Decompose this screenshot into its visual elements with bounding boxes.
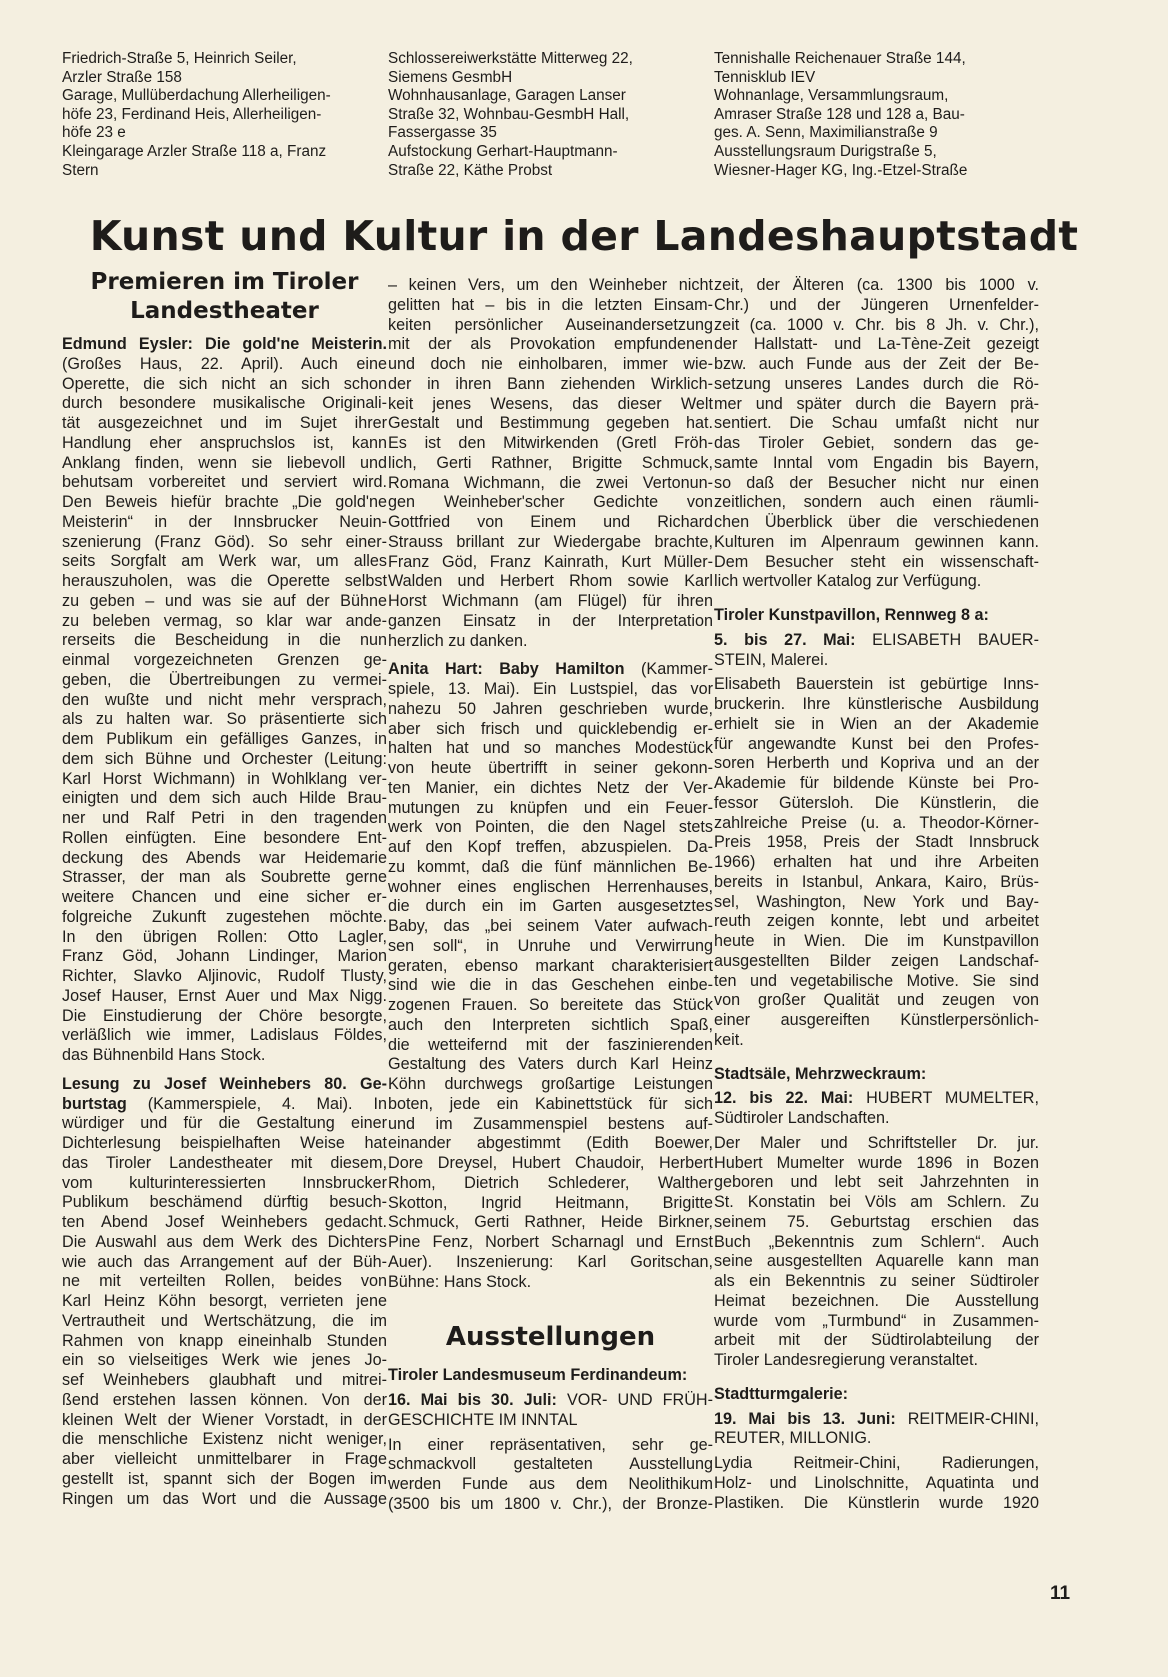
line-text: REITMEIR-CHINI, xyxy=(895,1409,1039,1428)
paragraph xyxy=(714,1134,1039,1371)
text-line: Südtiroler Landschaften. xyxy=(714,1109,890,1127)
paragraph xyxy=(714,631,1039,671)
section-heading xyxy=(388,1322,713,1352)
text-line: auf den Kopf treffen, abzuspielen. Da- xyxy=(388,838,713,856)
paragraph xyxy=(388,660,713,1292)
text-line: wohner eines englischen Herrenhauses, xyxy=(388,877,713,896)
text-line: Es ist den Mitwirkenden (Gretl Fröh- xyxy=(388,434,713,452)
line-text: VOR- UND FRÜH- xyxy=(556,1391,713,1409)
text-line: auch den Interpreten sichtlich Spaß, xyxy=(388,1015,713,1034)
text-line: St. Konstatin bei Völs am Schlern. Zu xyxy=(714,1193,1039,1211)
text-line xyxy=(714,1385,1039,1405)
text-line: wurde vom „Turmbund“ in Zusammen- xyxy=(714,1311,1039,1330)
text-line: einer ausgereiften Künstlerpersönlich- xyxy=(714,1011,1039,1029)
text-line: seits Sorgfalt am Werk war, um alles xyxy=(62,552,387,571)
listing-line: Tennishalle Reichenauer Straße 144, xyxy=(714,50,966,67)
text-line: Dore Dreysel, Hubert Chaudoir, Herbert xyxy=(388,1154,713,1172)
text-line: von heute übertrifft in seiner gekonn- xyxy=(388,759,713,777)
text-line: Romana Wichmann, die zwei Vertonun- xyxy=(388,473,713,492)
paragraph xyxy=(388,1391,713,1431)
text-line: (3500 bis um 1800 v. Chr.), der Bronze- xyxy=(388,1494,713,1513)
paragraph xyxy=(714,1065,1039,1085)
text-line: GESCHICHTE IM INNTAL xyxy=(388,1410,578,1429)
listing-line: Aufstockung Gerhart-Hauptmann- xyxy=(388,142,618,160)
bold-lead-in: Tiroler Landesmuseum Ferdinandeum: xyxy=(388,1366,688,1385)
listing-line: Wohnhausanlage, Garagen Lanser xyxy=(388,87,626,105)
text-line: Premieren im Tiroler xyxy=(90,269,359,295)
text-line: zahlreiche Preise (u. a. Theodor-Körner- xyxy=(714,813,1039,832)
text-line: Die Einstudierung der Chöre besorgte, xyxy=(62,1006,387,1025)
bold-lead-in: 19. Mai bis 13. Juni: xyxy=(714,1409,896,1428)
text-line xyxy=(714,1410,1039,1430)
text-line: einander abgestimmt (Edith Boewer, xyxy=(388,1134,713,1153)
text-line: setzung unseres Landes durch die Rö- xyxy=(714,374,1039,393)
text-line: lich wertvoller Katalog zur Verfügung. xyxy=(714,572,982,591)
text-line: zu beleben vermag, so klar war ande- xyxy=(62,611,387,630)
paragraph xyxy=(714,1410,1039,1450)
text-line: der in ihren Bann ziehenden Wirklich- xyxy=(388,374,713,393)
text-line: In den übrigen Rollen: Otto Lagler, xyxy=(62,927,387,946)
listing-line: Schlossereiwerkstätte Mitterweg 22, xyxy=(388,50,633,67)
text-line: Hubert Mumelter wurde 1896 in Bozen xyxy=(714,1153,1039,1172)
text-line: Publikum beschämend dürftig besuch- xyxy=(62,1193,387,1212)
text-line: werden Funde aus dem Neolithikum xyxy=(388,1475,713,1493)
text-line: ausgestellten Bilder zeigen Landschaf- xyxy=(714,951,1039,970)
text-line: dem Publikum ein gefälliges Ganzes, in xyxy=(62,730,387,748)
text-line: Chr.) und der Jüngeren Urnenfelder- xyxy=(714,295,1039,314)
text-line: Rollen einfügten. Eine besondere Ent- xyxy=(62,828,387,847)
listing-line: Amraser Straße 128 und 128 a, Bau- xyxy=(714,105,965,123)
text-line: zeitlichen, sondern auch einen räumli- xyxy=(714,493,1039,512)
text-line: Akademie für bildende Künste bei Pro- xyxy=(714,774,1039,792)
text-line: Heimat bezeichnen. Die Ausstellung xyxy=(714,1291,1039,1310)
text-line: szenierung (Franz Göd). So sehr einer- xyxy=(62,532,387,551)
listing-column-3 xyxy=(714,50,1034,180)
text-line: weitere Chancen und eine sicher er- xyxy=(62,888,387,906)
text-line xyxy=(714,606,1039,626)
text-line: Dem Besucher steht ein wissenschaft- xyxy=(714,552,1039,571)
bold-lead-in: 5. bis 27. Mai: xyxy=(714,630,856,649)
text-line: für angewandte Kunst bei den Profes- xyxy=(714,734,1039,753)
text-line: Strasser, der man als Soubrette gerne xyxy=(62,868,387,887)
paragraph xyxy=(714,675,1039,1050)
text-line: Schmuck, Gerti Rathner, Heide Birkner, xyxy=(388,1213,713,1232)
text-line: 1966) erhalten hat und ihre Arbeiten xyxy=(714,853,1039,871)
text-line: keiten persönlicher Auseinandersetzung xyxy=(388,315,713,334)
text-line xyxy=(388,1366,713,1386)
text-line: die menschliche Existenz nicht weniger, xyxy=(62,1430,387,1449)
text-line: boten, jede ein Kabinettstück für sich xyxy=(388,1094,713,1113)
text-line: ßend erstehen lassen können. Von der xyxy=(62,1390,387,1409)
listing-line: Stern xyxy=(62,161,99,179)
text-line: schmackvoll gestalteten Ausstellung xyxy=(388,1455,713,1474)
text-line: Auer). Inszenierung: Karl Goritschan, xyxy=(388,1252,713,1271)
text-line: Preis 1958, Preis der Stadt Innsbruck xyxy=(714,833,1039,852)
paragraph xyxy=(714,1454,1039,1513)
text-line: Landestheater xyxy=(130,298,319,324)
text-line: Gestalt und Bestimmung gegeben hat. xyxy=(388,414,713,433)
text-line: die wetteifernd mit der faszinierenden xyxy=(388,1035,713,1054)
text-line: bzw. auch Funde aus der Zeit der Be- xyxy=(714,355,1039,373)
text-line: Die Auswahl aus dem Werk des Dichters xyxy=(62,1232,387,1251)
text-line: nahezu 50 Jahren geschrieben wurde, xyxy=(388,699,713,718)
text-line: das Tiroler Gebiet, sondern das ge- xyxy=(714,434,1039,452)
text-line: Elisabeth Bauerstein ist gebürtige Inns- xyxy=(714,675,1039,694)
text-line: das Tiroler Landestheater mit diesem, xyxy=(62,1153,387,1172)
listing-column-2 xyxy=(388,50,708,180)
text-line: und im Zusammenspiel bestens auf- xyxy=(388,1114,713,1133)
text-line: Dichterlesung beispielhaften Weise hat xyxy=(62,1134,387,1152)
text-line: Karl Heinz Köhn besorgt, verrieten jene xyxy=(62,1292,387,1310)
text-line: heute in Wien. Die im Kunstpavillon xyxy=(714,932,1039,950)
text-line: STEIN, Malerei. xyxy=(714,650,829,669)
text-line: Strauss brillant zur Wiedergabe brachte, xyxy=(388,532,713,551)
text-line: das Bühnenbild Hans Stock. xyxy=(62,1046,266,1064)
text-line: Kulturen im Alpenraum gewinnen kann. xyxy=(714,532,1039,551)
paragraph xyxy=(388,1366,713,1386)
line-text: HUBERT MUMELTER, xyxy=(853,1089,1039,1108)
text-line: geben, die Übertreibungen zu vermei- xyxy=(62,670,387,689)
text-line: folgreiche Zukunft zugestehen möchte. xyxy=(62,907,387,926)
listing-line: Friedrich-Straße 5, Heinrich Seiler, xyxy=(62,50,297,67)
text-line: werk von Pointen, die den Nagel stets xyxy=(388,818,713,837)
bold-lead-in: Anita Hart: Baby Hamilton xyxy=(388,660,625,679)
text-line: ner und Ralf Petri in den tragenden xyxy=(62,809,387,827)
text-line: Holz- und Linolschnitte, Aquatinta und xyxy=(714,1473,1039,1492)
text-line: sind wie die in das Geschehen einbe- xyxy=(388,976,713,995)
article-column-1 xyxy=(62,268,387,1509)
text-line: Gottfried von Einem und Richard xyxy=(388,513,713,531)
text-line: rerseits die Bescheidung in die nun xyxy=(62,631,387,650)
text-line: Karl Horst Wichmann) in Wohlklang ver- xyxy=(62,769,387,788)
text-line: ten Abend Josef Weinhebers gedacht. xyxy=(62,1213,387,1231)
text-line: dem sich Bühne und Orchester (Leitung: xyxy=(62,749,387,768)
listing-line: Wiesner-Hager KG, Ing.-Etzel-Straße xyxy=(714,161,968,179)
text-line: mutungen zu knüpfen und ein Feuer- xyxy=(388,798,713,817)
text-line: Tiroler Landesregierung veranstaltet. xyxy=(714,1351,978,1369)
listing-line: Straße 32, Wohnbau-GesmbH Hall, xyxy=(388,105,630,123)
text-line: geraten, ebenso markant charakterisiert xyxy=(388,956,713,975)
text-line: die durch ein im Garten ausgesetztes xyxy=(388,897,713,916)
listing-line: Fassergasse 35 xyxy=(388,124,497,142)
text-line: REUTER, MILLONIG. xyxy=(714,1429,872,1448)
text-line: zu kommt, daß die fünf männlichen Be- xyxy=(388,857,713,876)
text-line: spiele, 13. Mai). Ein Lustspiel, das vor xyxy=(388,680,713,698)
text-line: Pine Fenz, Norbert Scharnagl und Ernst xyxy=(388,1233,713,1251)
text-line: Richter, Slavko Aljinovic, Rudolf Tlusty, xyxy=(62,967,387,985)
page-number: 11 xyxy=(1050,1583,1071,1604)
listing-line: Ausstellungsraum Durigstraße 5, xyxy=(714,142,937,160)
paragraph xyxy=(714,1089,1039,1129)
text-line: fessor Gütersloh. Die Künstlerin, die xyxy=(714,793,1039,812)
text-line: Horst Wichmann (am Flügel) für ihren xyxy=(388,592,713,610)
text-line: von großer Qualität und zeugen von xyxy=(714,991,1039,1010)
text-line: Köhn durchwegs großartige Leistungen xyxy=(388,1075,713,1093)
text-line: Ringen um das Wort und die Aussage xyxy=(62,1489,387,1508)
text-line: chen Überblick über die verschiedenen xyxy=(714,513,1039,531)
text-line: mer und später durch die Bayern prä- xyxy=(714,394,1039,413)
listing-line: Garage, Mullüberdachung Allerheiligen- xyxy=(62,87,331,105)
text-line: vom kulturinteressierten Innsbrucker xyxy=(62,1173,387,1192)
text-line: erhielt sie in Wien an der Akademie xyxy=(714,714,1039,733)
text-line: Buch „Bekenntnis zum Schlern“. Auch xyxy=(714,1232,1039,1251)
text-line: Rahmen von knapp eineinhalb Stunden xyxy=(62,1331,387,1350)
text-line: würdiger und für die Gestaltung einer xyxy=(62,1114,387,1133)
line-text: (Kammer- xyxy=(624,660,713,679)
text-line: und doch nie einholbaren, immer wie- xyxy=(388,355,713,373)
text-line: einmal vorgezeichneten Grenzen ge- xyxy=(62,651,387,669)
text-line: Gestaltung des Vaters durch Karl Heinz xyxy=(388,1055,713,1074)
bold-lead-in: Edmund Eysler: Die gold'ne Meisterin. xyxy=(62,335,387,353)
bold-lead-in: Stadtturmgalerie: xyxy=(714,1384,849,1403)
paragraph xyxy=(714,276,1039,592)
text-line: sel, Washington, New York und Bay- xyxy=(714,892,1039,911)
text-line: der Hallstatt- und La-Tène-Zeit gezeigt xyxy=(714,335,1039,354)
article-column-2 xyxy=(388,276,713,1515)
text-line xyxy=(714,1089,1039,1109)
text-line: geboren und lebt seit Jahrzehnten in xyxy=(714,1173,1039,1192)
listing-line: Arzler Straße 158 xyxy=(62,68,182,86)
text-line: als zu halten war. So präsentierte sich xyxy=(62,710,387,729)
text-line: soren Herberth und Kopriva und an der xyxy=(714,754,1039,773)
text-line: durch besondere musikalische Originali- xyxy=(62,394,387,413)
text-line: behutsam vorbereitet und serviert wird. xyxy=(62,473,387,492)
text-line: keit jenes Wesens, das dieser Welt xyxy=(388,394,713,413)
text-line: zeit, der Älteren (ca. 1300 bis 1000 v. xyxy=(714,276,1039,294)
listing-line: Tennisklub IEV xyxy=(714,68,816,86)
text-line: aber vielleicht unmittelbarer in Frage xyxy=(62,1450,387,1468)
text-line: Skotton, Ingrid Heitmann, Brigitte xyxy=(388,1193,713,1212)
text-line: ein so vielseitiges Werk wie jenes Jo- xyxy=(62,1351,387,1370)
text-line: deckung des Abends war Heidemarie xyxy=(62,848,387,867)
bold-lead-in: 16. Mai bis 30. Juli: xyxy=(388,1391,557,1409)
text-line: arbeit mit der Südtirolabteilung der xyxy=(714,1331,1039,1350)
text-line: sen soll“, in Unruhe und Verwirrung xyxy=(388,936,713,955)
listing-line: Kleingarage Arzler Straße 118 a, Franz xyxy=(62,142,327,160)
text-line: Handlung eher anspruchslos ist, kann xyxy=(62,433,387,452)
text-line: Franz Göd, Johann Lindinger, Marion xyxy=(62,947,387,966)
text-line: Operette, die sich nicht an sich schon xyxy=(62,374,387,393)
text-line: Plastiken. Die Künstlerin wurde 1920 xyxy=(714,1493,1039,1512)
text-line: Baby, das „bei seinem Vater aufwach- xyxy=(388,917,713,935)
text-line xyxy=(62,1075,387,1095)
text-line: (Großes Haus, 22. April). Auch eine xyxy=(62,354,387,373)
listing-line: Siemens GesmbH xyxy=(388,68,513,86)
text-line: ten und vegetabilische Motive. Sie sind xyxy=(714,971,1039,990)
bold-lead-in: Lesung zu Josef Weinhebers 80. Ge- xyxy=(62,1074,387,1093)
text-line: lich, Gerti Rathner, Brigitte Schmuck, xyxy=(388,453,713,472)
paragraph xyxy=(388,1436,713,1515)
text-line xyxy=(714,1065,1039,1085)
text-line: herauszuholen, was die Operette selbst xyxy=(62,572,387,590)
text-line: Den Beweis hiefür brachte „Die gold'ne xyxy=(62,493,387,511)
text-line: Rhom, Dietrich Schlederer, Walther xyxy=(388,1173,713,1192)
text-line: Walden und Herbert Rhom sowie Karl xyxy=(388,572,713,591)
text-line: zu geben – und was sie auf der Bühne xyxy=(62,591,387,610)
text-line: den wußte und nicht mehr versprach, xyxy=(62,690,387,709)
text-line: ne mit verteilten Rollen, beides von xyxy=(62,1272,387,1291)
text-line: gestellt ist, spannt sich der Bogen im xyxy=(62,1469,387,1488)
text-line: aber sich frisch und quicklebendig er- xyxy=(388,719,713,738)
paragraph xyxy=(62,1075,387,1510)
text-line xyxy=(388,660,713,680)
text-line: gen Weinheber'scher Gedichte von xyxy=(388,493,713,512)
text-line: halten hat und so manches Modestück xyxy=(388,739,713,758)
text-line: Franz Göd, Franz Kainrath, Kurt Müller- xyxy=(388,552,713,571)
text-line: seinem 75. Geburtstag erschien das xyxy=(714,1212,1039,1231)
text-line: Anklang finden, wenn sie liebevoll und xyxy=(62,453,387,472)
text-line: zogenen Frauen. So bereitete das Stück xyxy=(388,996,713,1014)
bold-lead-in: Stadtsäle, Mehrzweckraum: xyxy=(714,1064,927,1083)
text-line: bruckerin. Ihre künstlerische Ausbildung xyxy=(714,695,1039,713)
text-line: gelitten hat – bis in die letzten Einsam- xyxy=(388,295,713,314)
text-line: sef Weinhebers glaubhaft und mitrei- xyxy=(62,1371,387,1389)
text-line: ten Manier, ein dichtes Netz der Ver- xyxy=(388,778,713,797)
paragraph xyxy=(62,335,387,1066)
bold-lead-in: Tiroler Kunstpavillon, Rennweg 8 a: xyxy=(714,606,989,624)
listing-column-1 xyxy=(62,50,382,180)
text-line xyxy=(714,631,1039,651)
text-line: seine ausgestellten Aquarelle kann man xyxy=(714,1252,1039,1271)
text-line: keit. xyxy=(714,1030,744,1049)
text-line: Vertrautheit und Wertschätzung, die im xyxy=(62,1311,387,1330)
article-column-3 xyxy=(714,276,1039,1513)
listing-line: Straße 22, Käthe Probst xyxy=(388,161,553,179)
text-line: so daß der Besucher nicht nur einen xyxy=(714,473,1039,492)
text-line: herzlich zu danken. xyxy=(388,631,528,650)
paragraph xyxy=(388,276,713,651)
text-line: – keinen Vers, um den Weinheber nicht xyxy=(388,276,713,294)
text-line: einigten und dem sich auch Hilde Brau- xyxy=(62,789,387,808)
listing-line: höfe 23 e xyxy=(62,124,126,142)
listing-line: Wohnanlage, Versammlungsraum, xyxy=(714,87,949,105)
text-line: als ein Bekenntnis zu seiner Südtiroler xyxy=(714,1272,1039,1290)
bold-lead-in: burtstag xyxy=(62,1094,127,1113)
text-line: sentiert. Die Schau umfaßt nicht nur xyxy=(714,414,1039,433)
text-line: kleinen Welt der Wiener Vorstadt, in der xyxy=(62,1410,387,1429)
text-line: In einer repräsentativen, sehr ge- xyxy=(388,1435,713,1454)
text-line: zeit (ca. 1000 v. Chr. bis 8 Jh. v. Chr.), xyxy=(714,315,1039,334)
listing-line: ges. A. Senn, Maximilianstraße 9 xyxy=(714,124,938,142)
section-heading xyxy=(62,268,387,326)
text-line xyxy=(62,335,387,355)
text-line: Josef Hauser, Ernst Auer und Max Nigg. xyxy=(62,986,387,1005)
text-line: Lydia Reitmeir-Chini, Radierungen, xyxy=(714,1454,1039,1472)
listing-line: höfe 23, Ferdinand Heis, Allerheiligen- xyxy=(62,105,322,123)
text-line: reuth zeigen konnte, lebt und arbeitet xyxy=(714,912,1039,931)
text-line: Der Maler und Schriftsteller Dr. jur. xyxy=(714,1133,1039,1152)
text-line: mit der als Provokation empfundenen xyxy=(388,335,713,354)
text-line: samte Inntal vom Engadin bis Bayern, xyxy=(714,453,1039,472)
text-line xyxy=(388,1391,713,1411)
bold-lead-in: 12. bis 22. Mai: xyxy=(714,1089,854,1108)
line-text: ELISABETH BAUER- xyxy=(855,630,1039,649)
text-line: Meisterin“ in der Innsbrucker Neuin- xyxy=(62,512,387,531)
text-line xyxy=(62,1095,387,1115)
paragraph xyxy=(714,606,1039,626)
text-line: verläßlich wie immer, Ladislaus Földes, xyxy=(62,1026,387,1045)
text-line: ganzen Einsatz in der Interpretation xyxy=(388,611,713,630)
text-line: Ausstellungen xyxy=(445,1322,656,1353)
text-line: wie auch das Arrangement auf der Büh- xyxy=(62,1252,387,1271)
text-line: Bühne: Hans Stock. xyxy=(388,1272,532,1291)
line-text: (Kammerspiele, 4. Mai). In xyxy=(126,1094,387,1113)
page-title: Kunst und Kultur in der Landeshauptstadt xyxy=(89,212,1079,260)
paragraph xyxy=(714,1385,1039,1405)
text-line: bereits in Istanbul, Ankara, Kairo, Brüs- xyxy=(714,872,1039,891)
text-line: tät ausgezeichnet und im Sujet ihrer xyxy=(62,414,387,432)
